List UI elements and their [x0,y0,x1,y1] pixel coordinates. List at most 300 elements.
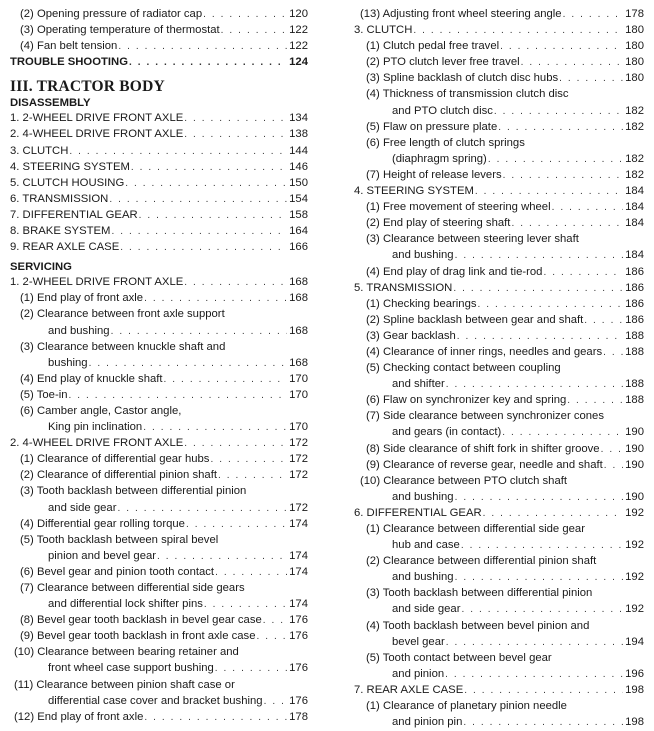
toc-page-number: 192 [625,603,644,616]
toc-entry-title: (5) Checking contact between coupling [366,362,561,375]
dot-leader [446,635,623,651]
toc-page-number: 122 [289,24,308,37]
toc-entry [354,312,644,328]
dot-leader [184,275,287,291]
toc-entry [354,618,644,634]
toc-entry [354,135,644,151]
toc-page-number: 168 [289,292,308,305]
toc-entry [10,76,308,95]
toc-entry-title: 9. REAR AXLE CASE [10,241,120,254]
toc-entry-title: and differential lock shifter pins [48,598,203,611]
toc-entry [354,183,644,199]
toc-entry-title: 2. 4-WHEEL DRIVE FRONT AXLE [10,128,184,141]
toc-page-number: 166 [289,241,308,254]
toc-page-number: 192 [625,539,644,552]
toc-entry-title: (13) Adjusting front wheel steering angle [360,8,562,20]
dot-leader [117,501,287,517]
dot-leader [263,613,287,629]
toc-entry-title: (2) Spline backlash between gear and shaft [366,313,584,326]
toc-entry-title: (6) Bevel gear and pinion tooth contact [20,565,215,578]
toc-entry-title: (4) End play of drag link and tie-rod [366,265,543,278]
dot-leader [559,71,623,87]
dot-leader [483,506,623,522]
toc-page-number: 186 [625,313,644,326]
dot-leader [521,55,623,71]
toc-entry-title: 7. REAR AXLE CASE [354,683,464,696]
dot-leader [144,710,287,726]
toc-page-number: 180 [625,56,644,69]
toc-entry [10,126,308,142]
toc-entry [354,650,644,666]
toc-page-number: 182 [625,104,644,117]
toc-entry [10,191,308,207]
toc-page-number: 120 [289,8,308,20]
toc-entry-title: (11) Clearance between pinion shaft case or [14,678,235,691]
toc-page-number: 198 [625,683,644,696]
toc-entry-title: (7) Height of release levers [366,168,502,181]
toc-entry [354,585,644,601]
toc-entry-title: (6) Flaw on synchronizer key and spring [366,394,567,407]
toc-entry-title: (1) Clearance between differential side gear [366,523,585,535]
dot-leader [120,240,287,256]
toc-entry [10,403,308,419]
dot-leader [463,715,623,731]
toc-entry [10,644,308,660]
toc-page-number: 180 [625,40,644,53]
dot-leader [256,629,287,645]
toc-page-number: 186 [625,297,644,310]
toc-page-number: 146 [289,160,308,173]
toc-entry-title: 6. DIFFERENTIAL GEAR [354,506,482,519]
toc-entry-title: (4) Differential gear rolling torque [20,517,185,530]
toc-column-left [10,6,308,725]
toc-entry-title: 6. TRANSMISSION [10,192,109,205]
dot-leader [457,329,623,345]
dot-leader [461,538,623,554]
toc-entry [10,22,308,38]
toc-entry [354,441,644,457]
toc-entry [10,387,308,403]
toc-entry-title: 5. CLUTCH HOUSING [10,176,125,189]
toc-page-number: 188 [625,378,644,391]
dot-leader [111,224,287,240]
dot-leader [500,39,623,55]
toc-entry-title: and bushing [392,490,454,503]
toc-entry-title: front wheel case support bushing [48,662,214,675]
dot-leader [125,176,287,192]
dot-leader [455,248,623,264]
toc-entry [354,344,644,360]
toc-entry [354,167,644,183]
dot-leader [453,281,623,297]
toc-page-number: 184 [625,201,644,214]
toc-entry-title: (6) Free length of clutch springs [366,136,525,149]
dot-leader [184,111,287,127]
toc-page-number: 188 [625,394,644,407]
toc-entry-title: (3) Clearance between steering lever shaft [366,233,579,246]
toc-entry [10,239,308,255]
toc-page-number: 190 [625,458,644,471]
toc-entry-title: 1. 2-WHEEL DRIVE FRONT AXLE [10,276,184,289]
toc-page-number: 182 [625,152,644,165]
dot-leader [221,23,287,39]
toc-entry [354,424,644,440]
toc-entry-title: and PTO clutch disc [392,104,493,117]
dot-leader [139,208,287,224]
dot-leader [157,549,287,565]
toc-page-number: 192 [625,506,644,519]
toc-entry-title: (9) Clearance of reverse gear, needle and shaft [366,458,603,471]
toc-entry-title: and gears (in contact) [392,426,502,439]
toc-page-number: 164 [289,225,308,238]
dot-leader [109,192,287,208]
toc-entry [354,6,644,22]
toc-entry-title: (1) Free movement of steering wheel [366,201,551,214]
toc-entry-title: (3) Spline backlash of clutch disc hubs [366,72,559,85]
toc-page-number: 184 [625,185,644,198]
toc-entry-title: (2) PTO clutch lever free travel [366,56,520,69]
toc-entry-title: (5) Tooth contact between bevel gear [366,651,552,664]
toc-page-number: 186 [625,265,644,278]
toc-entry [10,580,308,596]
toc-entry-title: (1) Clearance of differential gear hubs [20,453,210,466]
dot-leader [567,393,623,409]
toc-entry [354,22,644,38]
toc-page-number: 182 [625,120,644,133]
dot-leader [475,184,623,200]
toc-entry [10,693,308,709]
dot-leader [511,216,623,232]
toc-entry-title: and bushing [48,324,110,337]
toc-entry-title: 1. 2-WHEEL DRIVE FRONT AXLE [10,112,184,125]
dot-leader [464,683,623,699]
toc-entry [10,143,308,159]
toc-entry-title: (4) Tooth backlash between bevel pinion and [366,619,590,632]
toc-entry-title: (4) Fan belt tension [20,40,118,53]
toc-entry [354,489,644,505]
toc-page-number: 176 [289,614,308,627]
toc-page-number: 198 [625,716,644,729]
toc-entry [354,360,644,376]
dot-leader [446,377,623,393]
toc-entry-title: King pin inclination [48,421,143,434]
toc-entry [354,151,644,167]
toc-entry-title: (3) Gear backlash [366,329,456,342]
toc-entry [10,612,308,628]
toc-entry [10,38,308,54]
toc-entry [10,451,308,467]
toc-entry [10,516,308,532]
toc-entry-title: and bushing [392,249,454,262]
toc-entry [354,569,644,585]
toc-entry [10,274,308,290]
toc-entry [354,392,644,408]
toc-entry [354,296,644,312]
toc-entry [354,714,644,730]
toc-entry [10,500,308,516]
toc-entry [354,103,644,119]
toc-page-number: 174 [289,549,308,562]
toc-entry [354,280,644,296]
toc-page-number: 178 [625,8,644,20]
toc-entry-title: (10) Clearance between bearing retainer and [14,646,239,659]
dot-leader [218,468,287,484]
toc-entry-title: and pinion [392,667,445,680]
dot-leader [164,372,287,388]
toc-entry [354,54,644,70]
toc-entry [354,247,644,263]
toc-entry [10,435,308,451]
toc-page-number: 182 [625,168,644,181]
toc-entry-title: 3. CLUTCH [10,144,69,157]
toc-entry [354,86,644,102]
toc-page-number: 172 [289,501,308,514]
toc-entry [10,677,308,693]
toc-entry [354,521,644,537]
dot-leader [478,297,623,313]
toc-entry [10,355,308,371]
toc-entry-title: (7) Side clearance between synchronizer cones [366,410,604,423]
toc-page-number: 122 [289,40,308,53]
toc-page-number: 154 [289,192,308,205]
dot-leader [69,388,287,404]
dot-leader [204,597,287,613]
toc-page-number: 172 [289,469,308,482]
toc-page-number: 176 [289,694,308,707]
dot-leader [413,23,623,39]
toc-entry-title: (2) Clearance of differential pinion shaft [20,469,217,482]
toc-page-number: 194 [625,635,644,648]
toc-entry [354,38,644,54]
toc-page-number: 168 [289,356,308,369]
toc-page-number: 174 [289,565,308,578]
toc-entry [354,634,644,650]
toc-entry-title: SERVICING [10,261,72,274]
toc-entry [10,54,308,70]
toc-entry [354,601,644,617]
toc-entry-title: TROUBLE SHOOTING [10,56,128,69]
toc-entry-title: 4. STEERING SYSTEM [354,185,474,198]
toc-entry-title: (1) Checking bearings [366,297,477,310]
toc-entry-title: (8) Bevel gear tooth backlash in bevel gear case [20,614,262,627]
toc-entry-title: (5) Toe-in [20,388,68,401]
toc-entry [10,223,308,239]
toc-entry [10,110,308,126]
toc-entry [10,290,308,306]
toc-page-number: 174 [289,598,308,611]
toc-page-number: 138 [289,128,308,141]
toc-entry [10,596,308,612]
dot-leader [143,420,287,436]
toc-entry [10,483,308,499]
toc-entry [354,473,644,489]
dot-leader [210,452,287,468]
dot-leader [455,570,623,586]
toc-entry-title: (5) Flaw on pressure plate [366,120,498,133]
toc-entry [10,548,308,564]
toc-entry [10,628,308,644]
toc-page-number: 184 [625,249,644,262]
toc-entry [354,698,644,714]
toc-entry [10,339,308,355]
toc-entry-title: 7. DIFFERENTIAL GEAR [10,208,138,221]
dot-leader [445,667,623,683]
dot-leader [503,168,623,184]
toc-entry [354,537,644,553]
toc-entry-title: III. TRACTOR BODY [10,78,165,96]
toc-page-number: 170 [289,388,308,401]
toc-entry [10,175,308,191]
toc-page-number: 170 [289,372,308,385]
toc-entry [354,264,644,280]
toc-entry-title: bushing [48,356,88,369]
toc-entry-title: (3) Operating temperature of thermostat [20,24,220,37]
toc-entry [10,467,308,483]
toc-entry [354,231,644,247]
toc-page-number: 170 [289,421,308,434]
toc-page-number: 176 [289,630,308,643]
toc-entry-title: (2) Clearance between front axle support [20,308,225,321]
toc-entry-title: DISASSEMBLY [10,97,91,110]
dot-leader [552,200,623,216]
toc-entry-title: (3) Clearance between knuckle shaft and [20,340,226,353]
toc-entry [10,306,308,322]
toc-entry-title: 8. BRAKE SYSTEM [10,225,111,238]
toc-entry-title: and shifter [392,378,445,391]
toc-entry-title: (3) Tooth backlash between differential pinion [20,485,247,498]
dot-leader [144,291,287,307]
toc-page-number: 172 [289,437,308,450]
toc-page-number: 196 [625,667,644,680]
toc-page-number: 180 [625,72,644,85]
toc-entry-title: (4) Thickness of transmission clutch disc [366,88,569,101]
toc-entry-title: (9) Bevel gear tooth backlash in front axle case [20,630,256,643]
toc-entry-title: (4) Clearance of inner rings, needles and gears [366,345,603,358]
dot-leader [461,602,623,618]
dot-leader [118,39,287,55]
toc-entry-title: (3) Tooth backlash between differential pinion [366,587,593,600]
toc-page-number: 190 [625,426,644,439]
toc-page-number: 190 [625,490,644,503]
toc-entry-title: (8) Side clearance of shift fork in shifter groove [366,442,600,455]
toc-entry-title: (10) Clearance between PTO clutch shaft [360,474,568,487]
toc-entry [354,553,644,569]
toc-page-number: 124 [289,56,308,69]
toc-entry [10,532,308,548]
toc-entry-title: hub and case [392,539,460,552]
dot-leader [604,458,623,474]
toc-entry-title: 5. TRANSMISSION [354,281,453,294]
dot-leader [131,160,287,176]
dot-leader [111,324,287,340]
dot-leader [543,265,623,281]
toc-page-number: 188 [625,345,644,358]
toc-entry-title: (2) Clearance between differential pinion shaft [366,555,597,568]
toc-page-number: 150 [289,176,308,189]
dot-leader [488,152,623,168]
toc-entry [10,159,308,175]
toc-page-number: 190 [625,442,644,455]
toc-page-number: 192 [625,571,644,584]
toc-page-number: 178 [289,710,308,723]
toc-page-number: 184 [625,217,644,230]
toc-entry-title: (1) End play of front axle [20,292,144,305]
dot-leader [455,490,623,506]
toc-entry-title: (4) End play of knuckle shaft [20,372,163,385]
toc-page-number: 144 [289,144,308,157]
dot-leader [69,144,287,160]
toc-entry [10,660,308,676]
toc-entry-title: 2. 4-WHEEL DRIVE FRONT AXLE [10,437,184,450]
toc-page-number: 186 [625,281,644,294]
toc-entry [10,371,308,387]
toc-entry-title: (1) Clutch pedal free travel [366,40,500,53]
toc-entry-title: 4. STEERING SYSTEM [10,160,130,173]
toc-entry-title: (6) Camber angle, Castor angle, [20,404,182,417]
dot-leader [498,120,623,136]
toc-entry-title: bevel gear [392,635,445,648]
toc-entry-title: 3. CLUTCH [354,24,413,37]
toc-entry-title: (diaphragm spring) [392,152,487,165]
toc-entry-title: and bushing [392,571,454,584]
toc-page-number: 134 [289,112,308,125]
toc-entry-title: (7) Clearance between differential side gears [20,582,245,594]
dot-leader [186,517,287,533]
toc-entry-title: (2) End play of steering shaft [366,217,511,230]
toc-page-number: 158 [289,208,308,221]
toc-entry-title: (12) End play of front axle [14,710,144,723]
toc-entry [354,215,644,231]
toc-entry [354,666,644,682]
toc-entry-title: (2) Opening pressure of radiator cap [20,8,203,20]
toc-page-number: 168 [289,276,308,289]
dot-leader [215,565,287,581]
toc-entry [10,709,308,725]
toc-page-number: 174 [289,517,308,530]
toc-entry [10,419,308,435]
dot-leader [129,55,287,71]
toc-entry-title: (5) Tooth backlash between spiral bevel [20,533,219,546]
dot-leader [563,7,623,23]
toc-entry [354,505,644,521]
dot-leader [264,694,287,710]
toc-entry-title: pinion and bevel gear [48,549,157,562]
toc-entry [354,682,644,698]
toc-entry [354,376,644,392]
dot-leader [584,313,623,329]
toc-entry [354,70,644,86]
dot-leader [601,442,623,458]
toc-entry [354,328,644,344]
toc-entry [10,323,308,339]
toc-page-number: 180 [625,24,644,37]
toc-entry-title: and side gear [48,501,117,514]
dot-leader [203,7,287,23]
toc-entry [354,199,644,215]
toc-entry [354,457,644,473]
toc-page-number: 176 [289,662,308,675]
dot-leader [184,127,287,143]
dot-leader [494,104,623,120]
toc-page-number: 188 [625,329,644,342]
toc-entry [10,259,308,274]
toc-entry [10,6,308,22]
toc-entry-title: (1) Clearance of planetary pinion needle [366,700,567,713]
toc-entry [354,408,644,424]
toc-entry [10,564,308,580]
toc-page-number: 168 [289,324,308,337]
dot-leader [603,345,623,361]
